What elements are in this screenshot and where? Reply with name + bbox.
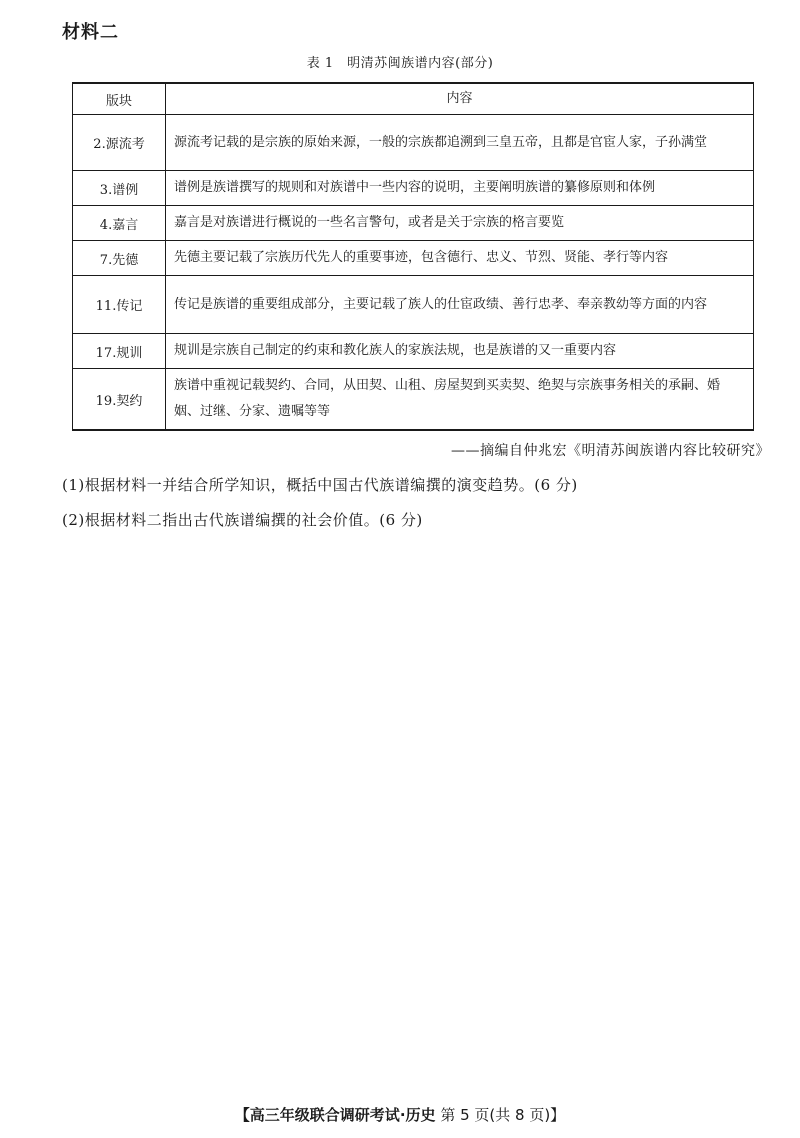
- section-heading: 材料二: [62, 22, 119, 43]
- row-section-label: 11.传记: [73, 276, 166, 334]
- genealogy-content-table: [72, 82, 754, 431]
- table-row: [73, 334, 754, 369]
- row-content-text: 先德主要记载了宗族历代先人的重要事迹，包含德行、忠义、节烈、贤能、孝行等内容: [166, 241, 754, 276]
- row-content-text: 族谱中重视记载契约、合同，从田契、山租、房屋契到买卖契、绝契与宗族事务相关的承嗣、婚姻、过继、分家、遗嘱等等: [166, 369, 754, 431]
- row-section-label: 4.嘉言: [73, 206, 166, 241]
- row-content-text: 规训是宗族自己制定的约束和教化族人的家族法规，也是族谱的又一重要内容: [166, 334, 754, 369]
- table-row: [73, 115, 754, 171]
- table-row: [73, 171, 754, 206]
- table-row: [73, 241, 754, 276]
- row-section-label: 19.契约: [73, 369, 166, 431]
- row-section-label: 17.规训: [73, 334, 166, 369]
- row-section-label: 2.源流考: [73, 115, 166, 171]
- row-content-text: 传记是族谱的重要组成部分，主要记载了族人的仕宦政绩、善行忠孝、奉亲教幼等方面的内容: [166, 276, 754, 334]
- question-2: (2)根据材料二指出古代族谱编撰的社会价值。(6 分): [62, 511, 423, 529]
- row-content-text: 嘉言是对族谱进行概说的一些名言警句，或者是关于宗族的格言要览: [166, 206, 754, 241]
- header-content: 内容: [166, 83, 754, 115]
- source-citation: ——摘编自仲兆宏《明清苏闽族谱内容比较研究》: [451, 443, 770, 459]
- row-section-label: 3.谱例: [73, 171, 166, 206]
- table-row: [73, 369, 754, 431]
- page-footer: [0, 1104, 800, 1125]
- table-header-row: [73, 83, 754, 115]
- row-section-label: 7.先德: [73, 241, 166, 276]
- question-1: (1)根据材料一并结合所学知识，概括中国古代族谱编撰的演变趋势。(6 分): [62, 476, 578, 494]
- footer-page-number: 第 5 页(共 8 页)】: [440, 1106, 566, 1124]
- table-caption: 表 1 明清苏闽族谱内容(部分): [306, 56, 494, 71]
- table-row: [73, 206, 754, 241]
- footer-subject: 历史: [405, 1106, 436, 1124]
- row-content-text: 谱例是族谱撰写的规则和对族谱中一些内容的说明，主要阐明族谱的纂修原则和体例: [166, 171, 754, 206]
- footer-dot: ·: [399, 1106, 406, 1124]
- table-row: [73, 276, 754, 334]
- row-content-text: 源流考记载的是宗族的原始来源，一般的宗族都追溯到三皇五帝，且都是官宦人家，子孙满堂: [166, 115, 754, 171]
- footer-exam-title: 【高三年级联合调研考试: [234, 1106, 400, 1124]
- header-section: 版块: [73, 83, 166, 115]
